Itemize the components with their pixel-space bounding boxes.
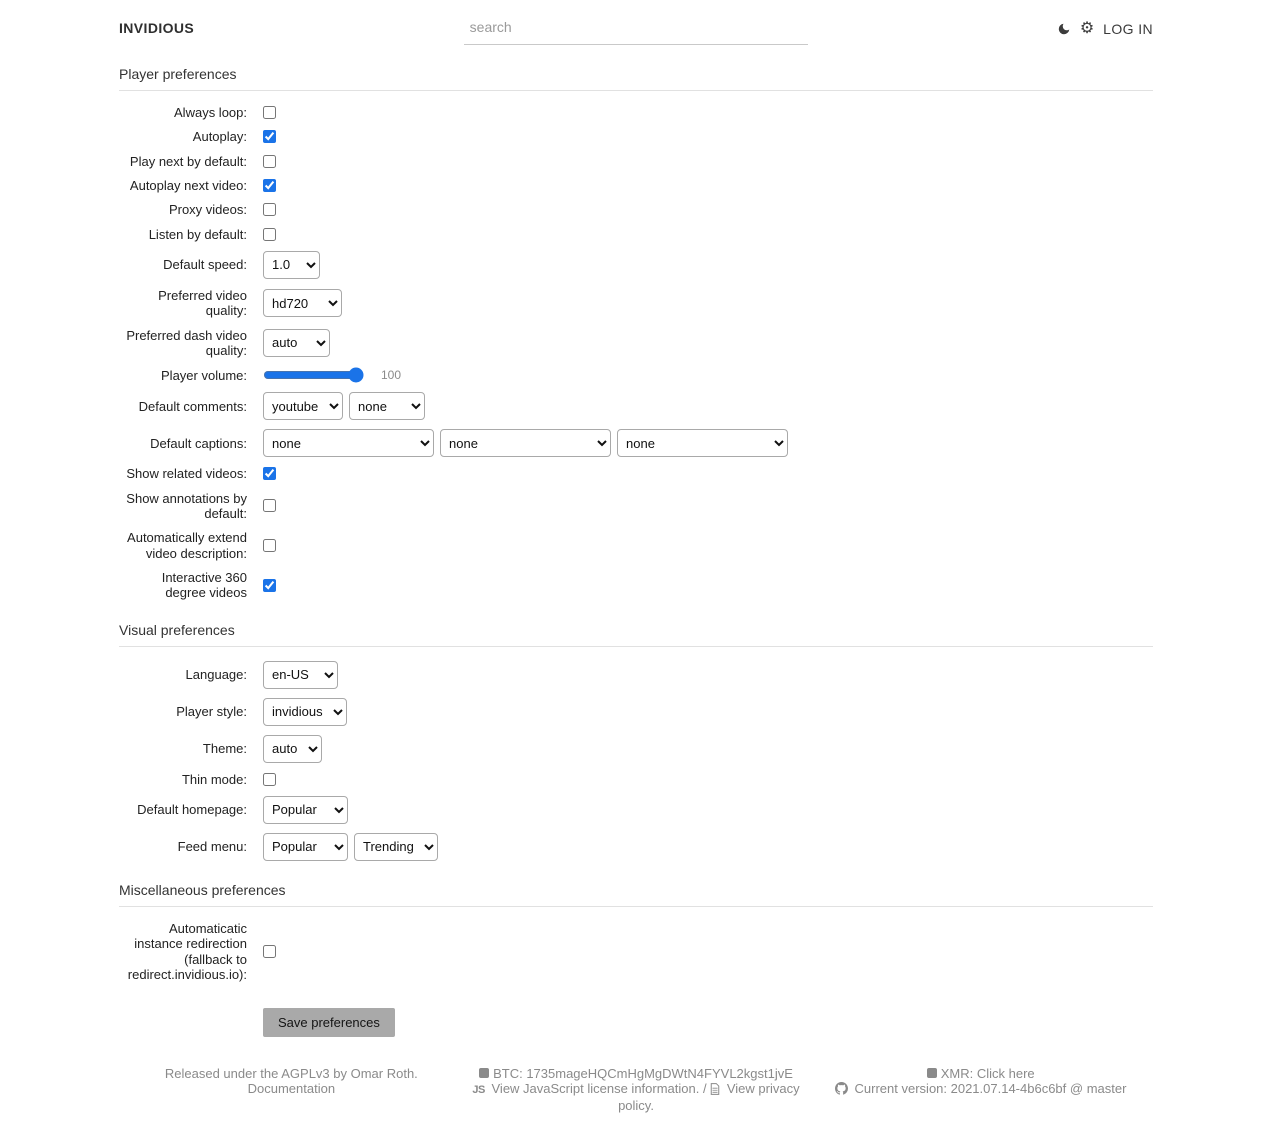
default-captions-select-3[interactable] [617, 429, 788, 457]
dark-mode-moon-icon[interactable] [1057, 22, 1071, 36]
javascript-icon: JS [472, 1084, 485, 1097]
default-captions-select-1[interactable] [263, 429, 434, 457]
pref-row-thin-mode [119, 772, 1153, 787]
autoplay-next-video-checkbox[interactable] [263, 179, 276, 192]
pref-row-proxy-videos [119, 202, 1153, 217]
pref-row-play-next [119, 154, 1153, 169]
invidious-preferences-page [119, 0, 1153, 1135]
field-label: Proxy videos: [168, 202, 247, 218]
login-link[interactable]: LOG IN [1103, 21, 1154, 37]
play-next-checkbox[interactable] [263, 155, 276, 168]
pref-row-feed-menu [119, 833, 1153, 861]
search-input[interactable] [464, 13, 809, 45]
auto-instance-redirect-checkbox[interactable] [263, 945, 276, 958]
monero-icon [927, 1068, 937, 1078]
show-related-videos-checkbox[interactable] [263, 467, 276, 480]
brand-logo[interactable]: INVIDIOUS [119, 20, 195, 36]
navbar-right [808, 13, 1153, 37]
player-preferences-section [119, 66, 1153, 601]
pref-row-language [119, 661, 1153, 689]
privacy-policy-link[interactable]: View privacy policy. [618, 1081, 800, 1114]
field-label: Default comments: [138, 398, 247, 414]
field-label: Autoplay: [192, 129, 247, 145]
pref-row-interactive-360 [119, 570, 1153, 601]
pref-row-autoplay-next [119, 178, 1153, 193]
field-label: Show annotations by default: [126, 490, 247, 521]
player-volume-value: 100 [381, 368, 402, 383]
pref-row-default-homepage [119, 796, 1153, 824]
pref-row-theme [119, 735, 1153, 763]
js-license-link[interactable]: View JavaScript license information. [491, 1081, 700, 1097]
documentation-link[interactable]: Documentation [247, 1081, 336, 1097]
field-label: Automatically extend video description: [127, 530, 247, 561]
version-text: Current version: 2021.07.14-4b6c6bf @ master [854, 1081, 1127, 1097]
field-label: Automaticatic instance redirection (fallback to redirect.invidious.io): [127, 920, 247, 982]
page-footer [119, 1066, 1153, 1135]
pref-row-preferred-quality [119, 288, 1153, 319]
field-label: Preferred video quality: [158, 287, 247, 319]
field-label: Listen by default: [148, 226, 247, 242]
footer-middle-column [464, 1066, 809, 1113]
footer-left-column [119, 1066, 464, 1113]
field-label: Thin mode: [181, 771, 247, 787]
feed-menu-select-2[interactable] [354, 833, 438, 861]
default-comments-select-1[interactable] [263, 392, 343, 420]
field-label: Always loop: [174, 105, 247, 120]
field-label: Default homepage: [137, 802, 247, 818]
footer-separator: / [702, 1081, 707, 1097]
pref-row-preferred-dash-quality [119, 328, 1153, 359]
field-label: Player volume: [161, 367, 247, 383]
field-label: Player style: [176, 703, 247, 719]
pref-row-default-comments [119, 392, 1153, 420]
xmr-label: XMR: [940, 1066, 974, 1082]
feed-menu-select-1[interactable] [263, 833, 348, 861]
language-select[interactable] [263, 661, 338, 689]
navbar-left [119, 13, 464, 36]
listen-by-default-checkbox[interactable] [263, 228, 276, 241]
player-style-select[interactable] [263, 698, 347, 726]
btc-address-text: BTC: 1735mageHQCmHgMgDWtN4FYVL2kgst1jvE [493, 1066, 793, 1082]
xmr-link[interactable]: Click here [976, 1066, 1035, 1082]
field-label: Default captions: [150, 435, 247, 451]
pref-row-default-speed [119, 251, 1153, 279]
field-label: Show related videos: [126, 466, 247, 482]
pref-row-autoplay [119, 129, 1153, 144]
default-comments-select-2[interactable] [349, 392, 425, 420]
field-label: Default speed: [163, 257, 247, 273]
pref-row-default-captions [119, 429, 1153, 457]
field-label: Play next by default: [129, 153, 247, 169]
license-text: Released under the AGPLv3 by Omar Roth. [164, 1066, 418, 1082]
proxy-videos-checkbox[interactable] [263, 203, 276, 216]
section-title-player: Player preferences [119, 66, 1153, 91]
github-icon [835, 1082, 848, 1095]
autoplay-checkbox[interactable] [263, 130, 276, 143]
field-label: Language: [185, 666, 247, 682]
document-icon [710, 1083, 720, 1095]
visual-preferences-section [119, 622, 1153, 861]
theme-select[interactable] [263, 735, 322, 763]
default-speed-select[interactable] [263, 251, 320, 279]
pref-row-extend-description [119, 530, 1153, 561]
section-title-visual: Visual preferences [119, 622, 1153, 647]
pref-row-player-style [119, 698, 1153, 726]
pref-row-player-volume [119, 367, 1153, 383]
pref-row-show-related [119, 466, 1153, 481]
pref-row-always-loop [119, 105, 1153, 120]
pref-row-listen-default [119, 227, 1153, 242]
default-homepage-select[interactable] [263, 796, 348, 824]
preferred-video-quality-select[interactable] [263, 289, 342, 317]
field-label: Feed menu: [177, 839, 247, 855]
gear-icon[interactable]: ⚙ [1079, 20, 1095, 37]
thin-mode-checkbox[interactable] [263, 773, 276, 786]
pref-row-auto-redirect [119, 921, 1153, 982]
misc-preferences-section [119, 882, 1153, 1037]
field-label: Theme: [202, 740, 247, 756]
default-captions-select-2[interactable] [440, 429, 611, 457]
section-title-misc: Miscellaneous preferences [119, 882, 1153, 907]
bitcoin-icon [479, 1068, 489, 1078]
navbar-center [464, 13, 809, 45]
field-label: Autoplay next video: [129, 177, 247, 193]
player-volume-slider[interactable] [263, 367, 364, 383]
interactive-360-checkbox[interactable] [263, 579, 276, 592]
extend-video-description-checkbox[interactable] [263, 539, 276, 552]
footer-right-column [808, 1066, 1153, 1113]
show-annotations-checkbox[interactable] [263, 499, 276, 512]
field-label: Preferred dash video quality: [126, 327, 247, 358]
field-label: Interactive 360 degree videos [161, 569, 247, 601]
pref-row-show-annotations [119, 491, 1153, 522]
preferred-dash-quality-select[interactable] [263, 329, 330, 357]
top-navbar [119, 0, 1153, 45]
save-preferences-button[interactable]: Save preferences [263, 1008, 395, 1037]
always-loop-checkbox[interactable] [263, 106, 276, 119]
